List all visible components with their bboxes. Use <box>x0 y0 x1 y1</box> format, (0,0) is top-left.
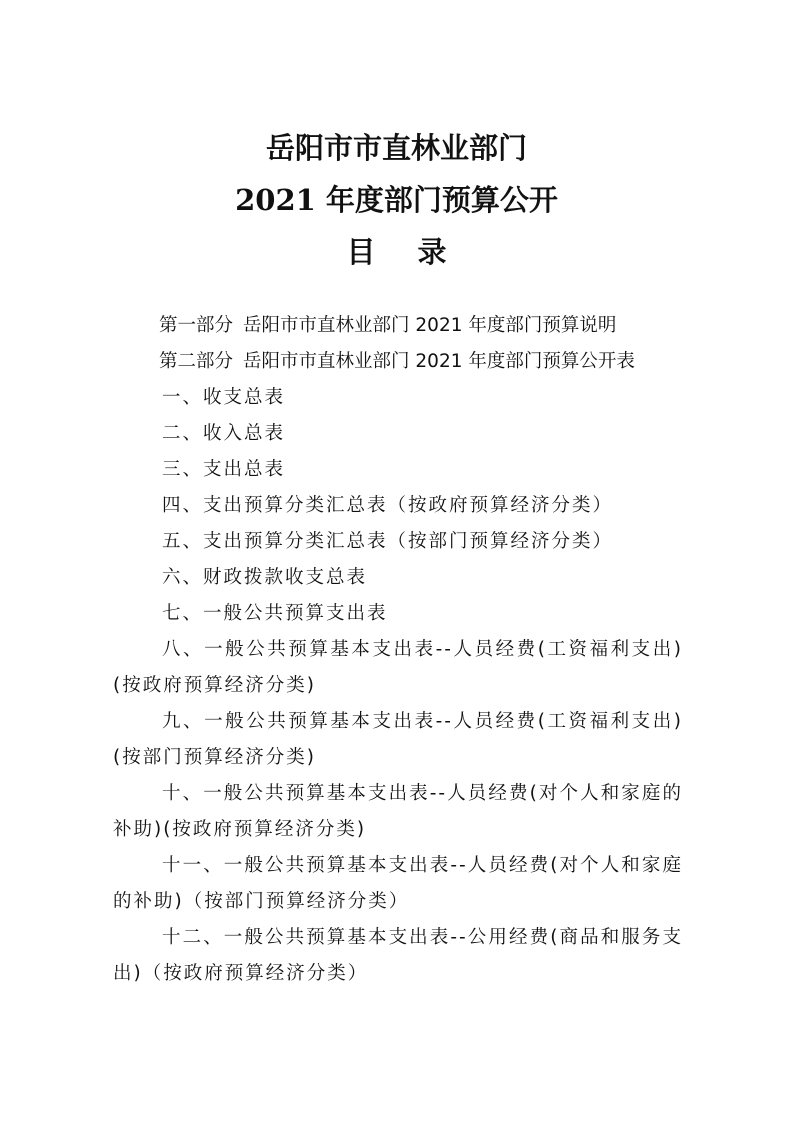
title-line-department: 岳阳市市直林业部门 <box>265 131 527 165</box>
toc-item-4: 四、支出预算分类汇总表（按政府预算经济分类） <box>162 495 614 516</box>
toc-part-2 <box>113 344 683 380</box>
document-title <box>0 122 793 278</box>
title-line-year: 2021 年度部门预算公开 <box>235 183 558 217</box>
part-label: 第一部分 <box>159 315 234 336</box>
part-text: 岳阳市市直林业部门 2021 年度部门预算说明 <box>243 315 617 336</box>
toc-item-3: 三、支出总表 <box>162 459 286 480</box>
toc-item-7: 七、一般公共预算支出表 <box>162 603 388 624</box>
part-text: 岳阳市市直林业部门 2021 年度部门预算公开表 <box>243 351 635 372</box>
toc-item-12: 十二、一般公共预算基本支出表--公用经费(商品和服务支出)（按政府预算经济分类） <box>113 927 683 984</box>
toc-item-8: 八、一般公共预算基本支出表--人员经费(工资福利支出)(按政府预算经济分类) <box>113 639 683 696</box>
part-label: 第二部分 <box>159 351 234 372</box>
title-line-contents: 目 录 <box>346 235 463 269</box>
toc-item-9: 九、一般公共预算基本支出表--人员经费(工资福利支出)(按部门预算经济分类) <box>113 711 683 768</box>
toc-item-2: 二、收入总表 <box>162 423 286 444</box>
table-of-contents <box>113 308 683 992</box>
toc-item-10: 十、一般公共预算基本支出表--人员经费(对个人和家庭的补助)(按政府预算经济分类) <box>113 783 683 840</box>
toc-item-6: 六、财政拨款收支总表 <box>162 567 368 588</box>
toc-item-11: 十一、一般公共预算基本支出表--人员经费(对个人和家庭的补助)（按部门预算经济分类） <box>113 855 683 912</box>
toc-item-1: 一、收支总表 <box>162 387 286 408</box>
toc-item-5: 五、支出预算分类汇总表（按部门预算经济分类） <box>162 531 614 552</box>
toc-part-1 <box>113 308 683 344</box>
